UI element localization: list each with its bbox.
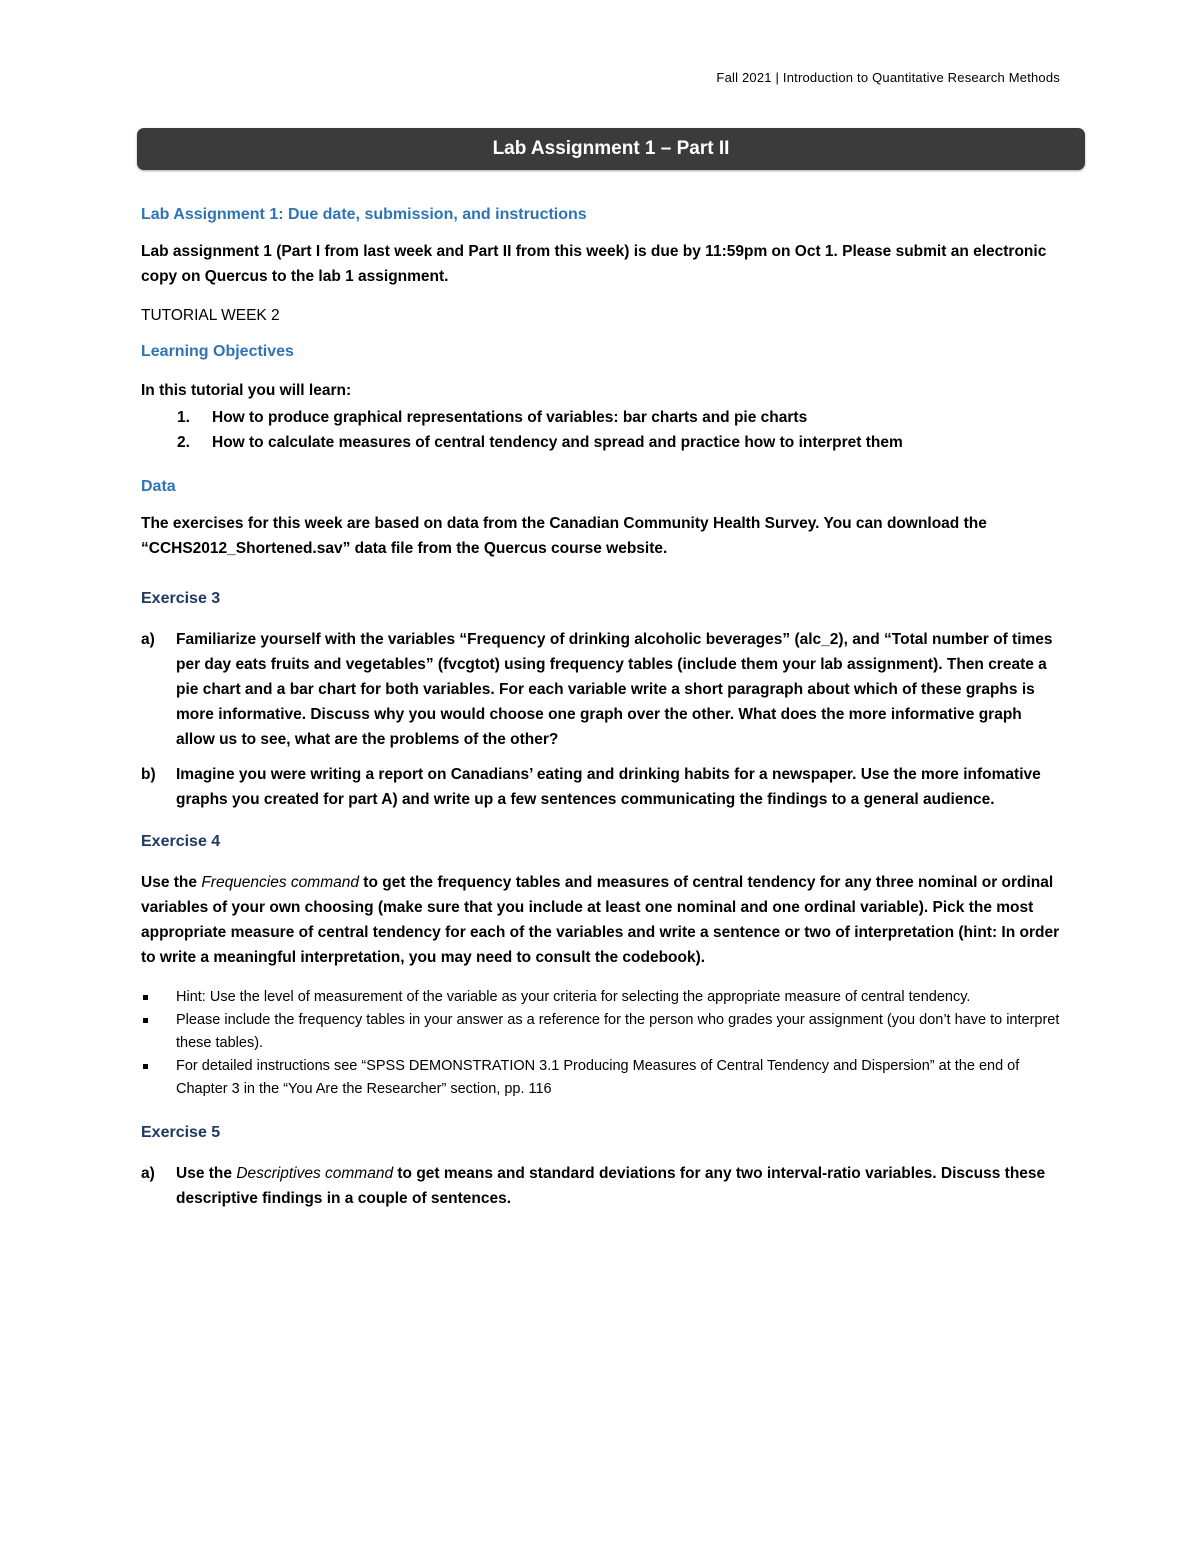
exercise4-text-after: to get the frequency tables and measures of central tendency for any three nominal or ordinal variables of your own choosing (make sure that you include at least one nominal and one ordinal variable). Pick the most appropriate measure of central tendency for each of the variables and write a sentence or two of interpretation (hint: In order to write a meaningful interpretation, you may need to consult the codebook). <box>141 874 1060 966</box>
list-letter: b) <box>141 766 156 783</box>
page-header: Fall 2021 | Introduction to Quantitative Research Methods <box>716 70 1060 85</box>
list-item-text: Please include the frequency tables in your answer as a reference for the person who grades your assignment (you don’t have to interpret these tables). <box>176 1012 1060 1051</box>
objectives-list <box>141 405 1061 455</box>
due-section-text: Lab assignment 1 (Part I from last week and Part II from this week) is due by 11:59pm on Oct 1. Please submit an electronic copy on Quercus to the lab 1 assignment. <box>141 243 1047 285</box>
square-bullet-icon <box>143 1018 148 1023</box>
list-letter: a) <box>141 631 155 648</box>
exercise4-bullets <box>141 986 1061 1101</box>
exercise4-heading: Exercise 4 <box>141 833 221 850</box>
list-item <box>141 405 1061 430</box>
list-item-text: How to calculate measures of central tendency and spread and practice how to interpret them <box>212 434 903 451</box>
exercise4-command-name: Frequencies command <box>201 874 359 891</box>
list-item-text: Imagine you were writing a report on Canadians’ eating and drinking habits for a newspaper. Use the more infomative graphs you created for part A) and write up a few sentences communicating the findings to a general audience. <box>176 766 1041 808</box>
list-item <box>141 986 1061 1009</box>
data-text: The exercises for this week are based on data from the Canadian Community Health Survey. You can download the “CCHS2012_Shortened.sav” data file from the Quercus course website. <box>141 515 987 557</box>
list-item <box>141 762 1061 812</box>
title-banner <box>137 128 1085 170</box>
exercise3-heading: Exercise 3 <box>141 590 221 607</box>
list-item-text <box>176 1165 1045 1207</box>
list-item-text: How to produce graphical representations of variables: bar charts and pie charts <box>212 409 808 426</box>
objectives-heading: Learning Objectives <box>141 343 294 360</box>
list-letter: a) <box>141 1165 155 1182</box>
list-item <box>141 1161 1061 1211</box>
objectives-intro: In this tutorial you will learn: <box>141 382 352 399</box>
page-title: Lab Assignment 1 – Part II <box>492 138 730 159</box>
list-item <box>141 430 1061 455</box>
list-item <box>141 1009 1061 1055</box>
document-body <box>141 205 1061 1225</box>
square-bullet-icon <box>143 1064 148 1069</box>
data-heading: Data <box>141 478 176 495</box>
exercise4-text <box>141 870 1061 970</box>
exercise5-text-after: to get means and standard deviations for any two interval-ratio variables. Discuss these descriptive findings in a couple of sentences. <box>176 1165 1046 1207</box>
list-item-text: Familiarize yourself with the variables “Frequency of drinking alcoholic beverages” (alc_2), and “Total number of times per day eats fruits and vegetables” (fvcgtot) using frequency tables (include them your lab assignment). Then create a pie chart and a bar chart for both variables. For each variable write a short paragraph about which of these graphs is more informative. Discuss why you would choose one graph over the other. What does the more informative graph allow us to see, what are the problems of the other? <box>176 631 1053 748</box>
list-number: 2. <box>177 434 190 451</box>
exercise5-heading: Exercise 5 <box>141 1124 221 1141</box>
tutorial-label: TUTORIAL WEEK 2 <box>141 307 280 324</box>
exercise5-text-before: Use the <box>176 1165 237 1182</box>
exercise5-command-name: Descriptives command <box>236 1165 394 1182</box>
exercise5-list <box>141 1161 1061 1211</box>
exercise4-text-before: Use the <box>141 874 202 891</box>
due-section-heading: Lab Assignment 1: Due date, submission, and instructions <box>141 206 587 223</box>
list-item-text: For detailed instructions see “SPSS DEMONSTRATION 3.1 Producing Measures of Central Tendency and Dispersion” at the end of Chapter 3 in the “You Are the Researcher” section, pp. 116 <box>176 1058 1020 1097</box>
list-number: 1. <box>177 409 190 426</box>
square-bullet-icon <box>143 995 148 1000</box>
exercise3-list <box>141 627 1061 812</box>
list-item <box>141 1055 1061 1101</box>
list-item <box>141 627 1061 752</box>
list-item-text: Hint: Use the level of measurement of the variable as your criteria for selecting the appropriate measure of central tendency. <box>176 989 971 1005</box>
